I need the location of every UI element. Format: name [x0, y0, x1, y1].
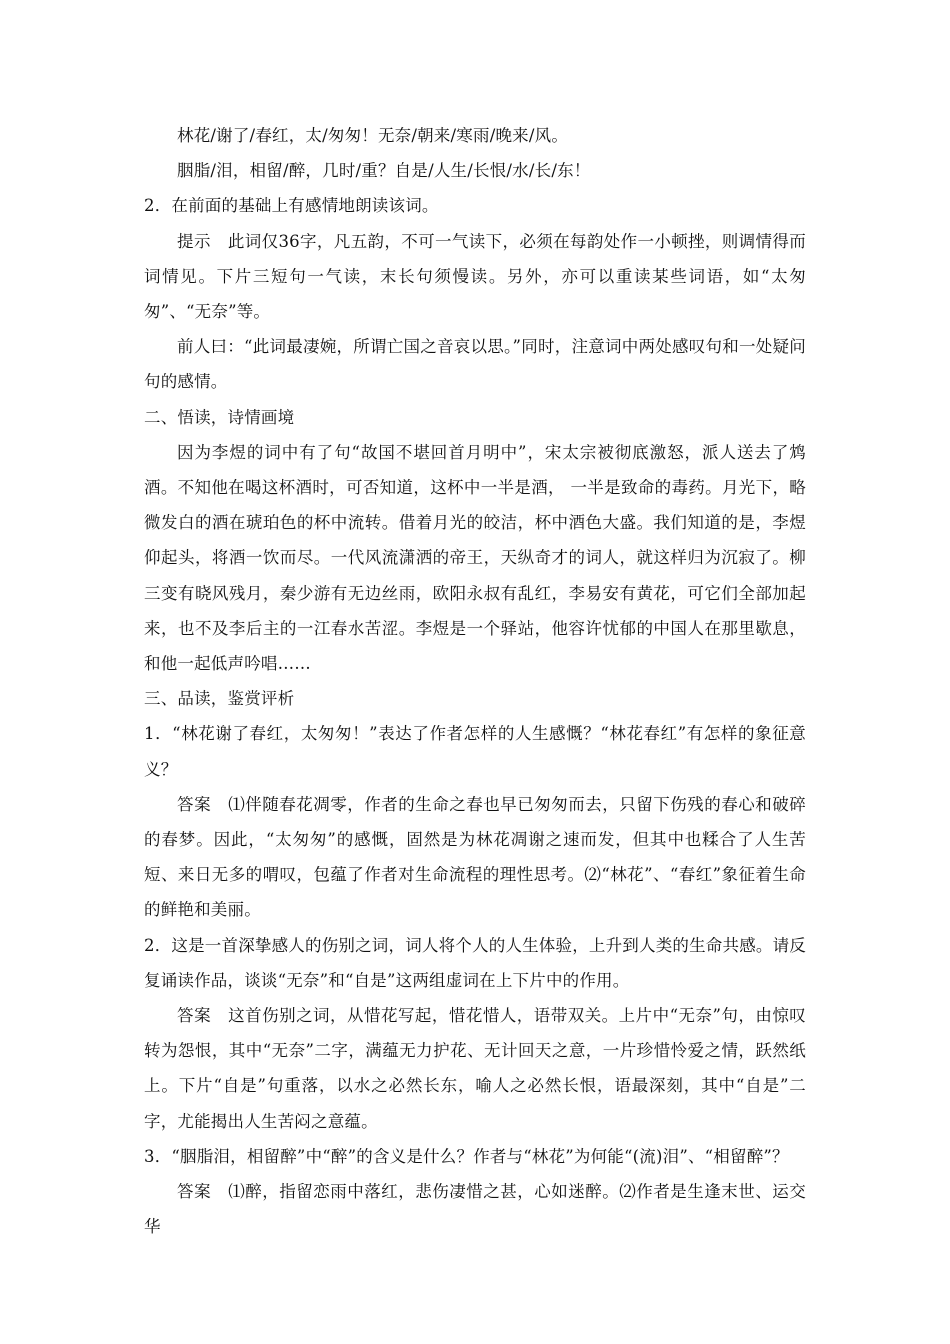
hint-text: 此词仅36字，凡五韵，不可一气读下，必须在每韵处作一小顿挫，则调情得而词情见。下片三短句一气读，末长句须慢读。另外，亦可以重读某些词语，如“太匆匆”、“无奈”等。	[144, 231, 806, 322]
question-3: 3．“胭脂泪，相留醉”中“醉”的含义是什么？作者与“林花”为何能“(流)泪”、“相留醉”？	[144, 1146, 789, 1166]
hint-paragraph	[144, 224, 806, 330]
hint-label: 提示	[177, 231, 211, 251]
question-1: 1．“林花谢了春红，太匆匆！”表达了作者怎样的人生感慨？“林花春红”有怎样的象征意义？	[144, 724, 806, 779]
answer-2	[144, 998, 806, 1139]
section-2-paragraph: 因为李煜的词中有了句“故国不堪回首月明中”，宋太宗被彻底激怒，派人送去了鸩酒。不知他在喝这杯酒时，可否知道，这杯中一半是酒， 一半是致命的毒药。月光下，略微发白的酒在琥珀色的杯中流转。借着月光的皎洁，杯中酒色大盛。我们知道的是，李煜仰起头，将酒一饮而尽。一代风流潇洒的帝王，天纵奇才的词人，就这样归为沉寂了。柳三变有晓风残月，秦少游有无边丝雨，欧阳永叔有乱红，李易安有黄花，可它们全部加起来，也不及李后主的一江春水苦涩。李煜是一个驿站，他容许忧郁的中国人在那里歇息，和他一起低声吟唱……	[144, 442, 806, 674]
section-3-heading: 三、品读，鉴赏评析	[144, 689, 295, 709]
quote-paragraph: 前人曰：“此词最凄婉，所谓亡国之音哀以思。”同时，注意词中两处感叹句和一处疑问句的感情。	[144, 337, 806, 392]
section-2-heading: 二、悟读，诗情画境	[144, 407, 295, 427]
answer-1-label: 答案	[177, 794, 212, 814]
answer-2-text: 这首伤别之词，从惜花写起，惜花惜人，语带双关。上片中“无奈”句，由惊叹转为怨恨，其中“无奈”二字，满蕴无力护花、无计回天之意，一片珍惜怜爱之情，跃然纸上。下片“自是”句重落，以水之必然长东，喻人之必然长恨，语最深刻，其中“自是”二字，尤能揭出人生苦闷之意蕴。	[144, 1006, 806, 1131]
answer-3	[144, 1174, 806, 1244]
answer-3-text: ⑴醉，指留恋雨中落红，悲伤凄惜之甚，心如迷醉。⑵作者是生逢末世、运交华	[144, 1182, 807, 1237]
document-body	[144, 118, 806, 1245]
answer-2-label: 答案	[177, 1006, 212, 1026]
poem-line-2: 胭脂/泪，相留/醉，几时/重？自是/人生/长恨/水/长/东！	[177, 161, 591, 181]
item-2-title: 2．在前面的基础上有感情地朗读该词。	[144, 196, 439, 216]
poem-line-1: 林花/谢了/春红，太/匆匆！无奈/朝来/寒雨/晚来/风。	[177, 126, 569, 145]
answer-1	[144, 787, 806, 928]
question-2: 2．这是一首深挚感人的伤别之词，词人将个人的人生体验，上升到人类的生命共感。请反复诵读作品，谈谈“无奈”和“自是”这两组虚词在上下片中的作用。	[144, 935, 806, 990]
answer-3-label: 答案	[177, 1182, 212, 1202]
answer-1-text: ⑴伴随春花凋零，作者的生命之春也早已匆匆而去，只留下伤残的春心和破碎的春梦。因此，“太匆匆”的感慨，固然是为林花凋谢之速而发，但其中也糅合了人生苦短、来日无多的喟叹，包蕴了作者对生命流程的理性思考。⑵“林花”、“春红”象征着生命的鲜艳和美丽。	[144, 794, 807, 920]
